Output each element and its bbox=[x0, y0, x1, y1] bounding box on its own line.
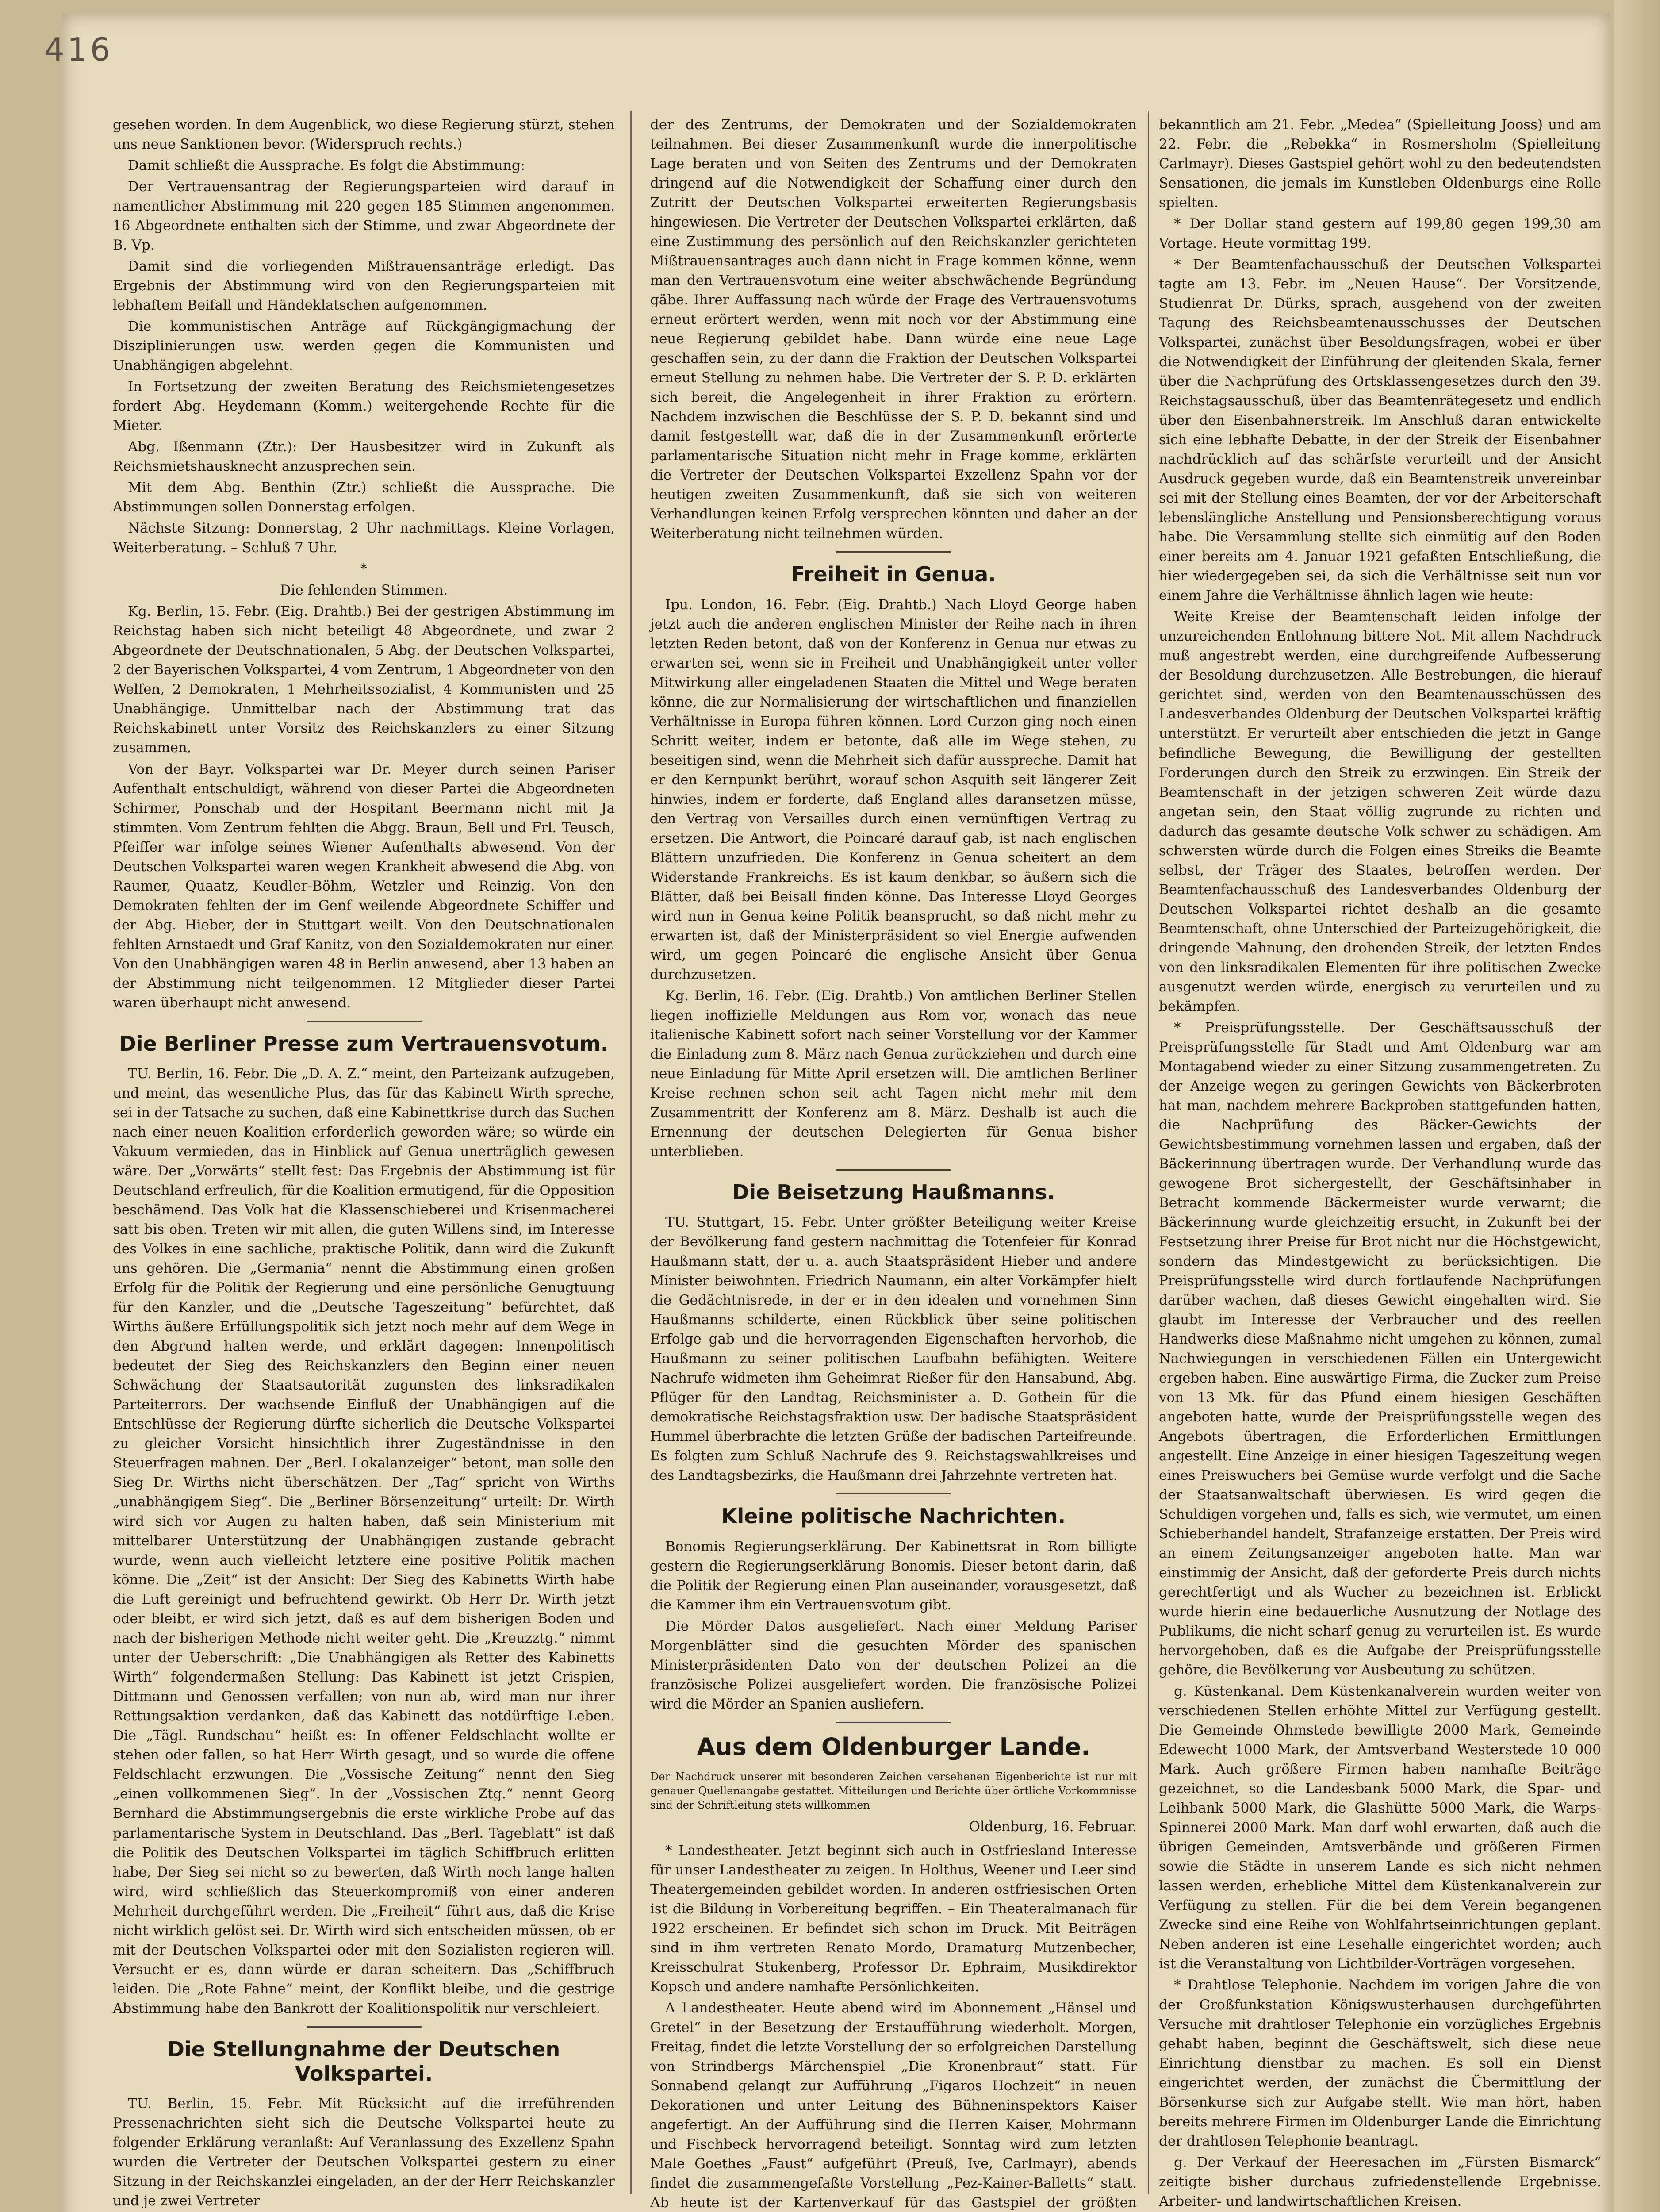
paragraph: Der Vertrauensantrag der Regierungsparteien wird darauf in namentlicher Abstimmung mit 220 gegen 185 Stimmen angenommen. 16 Abgeordnete enthalten sich der Stimme, und zwar Abgeordnete der B. Vp. bbox=[113, 179, 615, 253]
column-rule bbox=[630, 111, 632, 2194]
paragraph: * Drahtlose Telephonie. Nachdem im vorigen Jahre die von der Großfunkstation Königswusterhausen durchgeführten Versuche mit drahtloser Telephonie ein vorzügliches Ergebnis gehabt haben, beginnt die Geschäftswelt, sich diese neue Einrichtung dienstbar zu machen. Es soll ein Dienst eingerichtet werden, der zunächst die Übermittlung der Börsenkurse sich zur Aufgabe stellt. Wie man hört, haben bereits mehrere Firmen im Oldenburger Lande die Einrichtung der drahtlosen Telephonie beantragt. bbox=[1159, 1977, 1601, 2149]
paragraph: * Der Dollar stand gestern auf 199,80 gegen 199,30 am Vortage. Heute vormittag 199. bbox=[1159, 216, 1601, 252]
article-headline: Die Beisetzung Haußmanns. bbox=[732, 1180, 1055, 1204]
paragraph: TU. Berlin, 16. Febr. Die „D. A. Z.“ meint, den Parteizank aufzugeben, und meint, das wesentliche Plus, das für das Kabinett Wirth spreche, sei in der Tatsache zu suchen, daß eine Kabinettkrise durch das Suchen nach einer neuen Koalition erforderlich geworden wäre; so würde ein Vakuum vermieden, das in Hinblick auf Genua unerträglich gewesen wäre. Der „Vorwärts“ stellt fest: Das Ergebnis der Abstimmung ist für Deutschland erfreulich, für die Koalition ermutigend, für die Opposition beschämend. Das Volk hat die Klassenschieberei und Krisenmacherei satt bis oben. Treten wir mit allen, die guten Willens sind, im Interesse des Volkes in eine sachliche, praktische Politik, dann wird die Zukunft uns gehören. Die „Germania“ nennt die Abstimmung einen großen Erfolg für die Politik der Regierung und eine persönliche Genugtuung für den Kanzler, und die „Deutsche Tageszeitung“ befürchtet, daß Wirths äußere Erfüllungspolitik sich jetzt noch mehr auf dem Wege in den Abgrund halten werde, und erklärt dagegen: Innenpolitisch bedeutet der Sieg des Reichskanzlers den Beginn einer neuen Schwächung der Staatsautorität zugunsten des linksradikalen Parteiterrors. Der wachsende Einfluß der Unabhängigen auf die Entschlüsse der Regierung dürfte sicherlich die Deutsche Volkspartei zu gleicher Vorsicht hinsichtlich ihrer Zugeständnisse in den Steuerfragen mahnen. Der „Berl. Lokalanzeiger“ betont, man solle den Sieg Dr. Wirths nicht überschätzen. Der „Tag“ spricht von Wirths „unabhängigem Sieg“. Die „Berliner Börsenzeitung“ urteilt: Dr. Wirth wird sich vor Augen zu halten haben, daß sein Ministerium mit mittelbarer Unterstützung der Unabhängigen zustande gebracht wurde, wenn auch vielleicht letztere eine positive Politik machen könne. Die „Zeit“ ist der Ansicht: Der Sieg des Kabinetts Wirth habe die Luft gereinigt und befruchtend gewirkt. Ob Herr Dr. Wirth jetzt oder bleibt, er wird sich jetzt, daß es auf dem bisherigen Boden und nach der bisherigen Methode nicht weiter geht. Die „Kreuzztg.“ nimmt unter der Ueberschrift: „Die Unabhängigen als Retter des Kabinetts Wirth“ folgendermaßen Stellung: Das Kabinett ist jetzt Crispien, Dittmann und Genossen verfallen; von nun ab, wird man nur ihrer Rettungsaktion verdanken, daß das Kabinett das notdürftige Leben. Die „Tägl. Rundschau“ heißt es: In offener Feldschlacht wollte er stehen oder fallen, so hat Herr Wirth gesagt, und so wurde die offene Feldschlacht erzwungen. Die „Vossische Zeitung“ nennt den Sieg „einen vollkommenen Sieg“. In der „Vossischen Ztg.“ nennt Georg Bernhard die Abstimmungsergebnis die erste wirkliche Probe auf das parlamentarische System in Deutschland. Das „Berl. Tageblatt“ ist daß die Politik des Deutschen Volkspartei im täglich Schiffbruch erlitten habe, Der Sieg sei nicht so zu bewerten, daß Wirth noch lange halten wird, wird schließlich das Steuerkompromiß von einer anderen Mehrheit durchgeführt werden. Die „Freiheit“ führt aus, daß die Krise nicht wirklich gelöst sei. Dr. Wirth wird sich entscheiden müssen, ob er mit der Deutschen Volkspartei oder mit den Sozialisten regieren will. Versucht er es, dann würde er daran scheitern. Das „Schiffbruch leiden. Die „Rote Fahne“ meint, der Konflikt bleibe, und die gestrige Abstimmung habe den Bankrott der Koalitionspolitik nur verschleiert. bbox=[113, 1065, 615, 2016]
article-headline: Kleine politische Nachrichten. bbox=[721, 1504, 1066, 1528]
paragraph: Weite Kreise der Beamtenschaft leiden infolge der unzureichenden Entlohnung bittere Not. Mit allem Nachdruck muß angestrebt werden, eine durchgreifende Aufbesserung der Besoldung durchzusetzen. Alle Bestrebungen, die hierauf gerichtet sind, werden von den Beamtenausschüssen des Landesverbandes Oldenburg der Deutschen Volkspartei kräftig unterstützt. Er verurteilt aber entschieden die jetzt in Gange befindliche Bewegung, die Bewilligung der gestellten Forderungen durch den Streik zu erzwingen. Ein Streik der Beamtenschaft in der jetzigen schweren Zeit würde dazu angetan sein, den Staat völlig zugrunde zu richten und dadurch das gesamte deutsche Volk schwer zu schädigen. Am schwersten würde durch die Folgen eines Streiks die Beamte selbst, der Träger des Staates, betroffen werden. Der Beamtenfachausschuß des Landesverbandes Oldenburg der Deutschen Volkspartei richtet deshalb an die gesamte Beamtenschaft, ohne Unterschied der Parteizugehörigkeit, die dringende Mahnung, den drohenden Streik, der letzten Endes von den linksradikalen Elementen für ihre politischen Zwecke ausgenutzt werden würde, energisch zu verurteilen und zu bekämpfen. bbox=[1159, 609, 1601, 1014]
paragraph: Bonomis Regierungserklärung. Der Kabinettsrat in Rom billigte gestern die Regierungserklärung Bonomis. Dieser betont darin, daß die Politik der Regierung einen Plan auseinander, vorausgesetzt, daß die Kammer ihm ein Vertrauensvotum gibt. bbox=[650, 1538, 1137, 1613]
column-right bbox=[1159, 115, 1601, 2209]
paragraph: In Fortsetzung der zweiten Beratung des Reichsmietengesetzes fordert Abg. Heydemann (Komm.) weitergehende Rechte für die Mieter. bbox=[113, 379, 615, 434]
separator-line bbox=[307, 2026, 422, 2028]
paragraph: Von der Bayr. Volkspartei war Dr. Meyer durch seinen Pariser Aufenthalt entschuldigt, während von dieser Partei die Abgeordneten Schirmer, Ponschab und der Hospitant Beermann nicht mit Ja stimmten. Vom Zentrum fehlten die Abgg. Braun, Bell und Frl. Teusch, Pfeiffer war infolge seines Wiener Aufenthalts abwesend. Von der Deutschen Volkspartei waren wegen Krankheit abwesend die Abg. von Raumer, Quaatz, Keudler-Böhm, Wetzler und Reinzig. Von den Demokraten fehlten der im Genf weilende Abgeordnete Schiffer und der Abg. Hieber, der in Stuttgart weilt. Von den Deutschnationalen fehlten Arnstaedt und Graf Kanitz, von den Sozialdemokraten nur einer. Von den Unabhängigen waren 48 in Berlin anwesend, aber 13 haben an der Abstimmung nicht teilgenommen. 12 Mitglieder dieser Partei waren überhaupt nicht anwesend. bbox=[113, 761, 615, 1011]
reprint-notice: Der Nachdruck unserer mit besonderen Zeichen versehenen Eigenberichte ist nur mit genauer Quellenangabe gestattet. Mitteilungen und Berichte über örtliche Vorkommnisse sind der Schriftleitung stets willkommen bbox=[650, 1770, 1137, 1812]
paragraph: Δ Landestheater. Heute abend wird im Abonnement „Hänsel und Gretel“ in der Besetzung der Erstaufführung wiederholt. Morgen, Freitag, findet die letzte Vorstellung der so erfolgreichen Darstellung von Strindbergs Märchenspiel „Die Kronenbraut“ statt. Für Sonnabend gelangt zur Aufführung „Figaros Hochzeit“ in neuen Dekorationen und unter Leitung des Bühneninspektors Kaiser angefertigt. An der Aufführung sind die Herren Kaiser, Mohrmann und Fischbeck hervorragend beteiligt. Sonntag wird zum letzten Male Goethes „Faust“ aufgeführt (Preuß, Ive, Carlmayr), abends findet die zusammengefaßte Vorstellung „Pez-Kainer-Balletts“ statt. Ab heute ist der Kartenverkauf für das Gastspiel der größten bbox=[650, 2000, 1137, 2211]
page-number: 416 bbox=[44, 31, 113, 68]
scan-edge bbox=[1614, 0, 1660, 2212]
article-headline: Freiheit in Genua. bbox=[791, 562, 996, 587]
article-headline: Die Stellungnahme der Deutschen Volkspartei. bbox=[167, 2037, 560, 2085]
section-subtitle: Die fehlenden Stimmen. bbox=[280, 582, 448, 599]
paragraph: g. Küstenkanal. Dem Küstenkanalverein wurden weiter von verschiedenen Stellen erhöhte Mittel zur Verfügung gestellt. Die Gemeinde Ohmstede bewilligte 2000 Mark, Gemeinde Edewecht 1000 Mark, der Amtsverband Westerstede 10 000 Mark. Auch größere Firmen haben namhafte Beiträge gezeichnet, so die Landesbank 5000 Mark, die Spar- und Leihbank 5000 Mark, die Glashütte 5000 Mark, die Warps-Spinnerei 2000 Mark. Man darf wohl erwarten, daß auch die übrigen Gemeinden, Amtsverbände und größeren Firmen sowie die Städte in unserem Lande es sich nicht nehmen lassen werden, erhebliche Mittel dem Küstenkanalverein zur Verfügung zu stellen. Für die bei dem Verein begangenen Zwecke sind eine Reihe von Wohlfahrtseinrichtungen geplant. Neben anderen ist eine Lesehalle eingerichtet worden; auch ist die Veranstaltung von Lichtbilder-Vorträgen vorgesehen. bbox=[1159, 1683, 1601, 1972]
paragraph: TU. Stuttgart, 15. Febr. Unter größter Beteiligung weiter Kreise der Bevölkerung fand gestern nachmittag die Totenfeier für Konrad Haußmann statt, der u. a. auch Staatspräsident Hieber und andere Minister beiwohnten. Friedrich Naumann, ein alter Vorkämpfer hielt die Gedächtnisrede, in der er in den idealen und vornehmen Sinn Haußmanns schilderte, einen Rückblick über seine politischen Erfolge gab und die hervorragenden Eigenschaften hervorhob, die Haußmann zu seiner politischen Laufbahn befähigten. Weitere Nachrufe widmeten ihm Geheimrat Rießer für den Hansabund, Abg. Pflüger für den Landtag, Reichsminister a. D. Gothein für die demokratische Reichstagsfraktion usw. Der badische Staatspräsident Hummel überbrachte die letzten Grüße der badischen Parteifreunde. Es folgten zum Schluß Nachrufe des 9. Reichstagswahlkreises und des Landtagsbezirks, die Haußmann drei Jahrzehnte vertreten hat. bbox=[650, 1214, 1137, 1484]
paragraph: TU. Berlin, 15. Febr. Mit Rücksicht auf die irreführenden Pressenachrichten sieht sich die Deutsche Volkspartei heute zu folgender Erklärung veranlaßt: Auf Veranlassung des Exzellenz Spahn wurden die Vertreter der Deutschen Volkspartei gestern zu einer Sitzung in der Reichskanzlei eingeladen, an der der Herr Reichskanzler und je zwei Vertreter bbox=[113, 2096, 615, 2209]
paragraph: Abg. Ißenmann (Ztr.): Der Hausbesitzer wird in Zukunft als Reichsmietshausknecht anzusprechen sein. bbox=[113, 439, 615, 475]
paragraph: Nächste Sitzung: Donnerstag, 2 Uhr nachmittags. Kleine Vorlagen, Weiterberatung. – Schluß 7 Uhr. bbox=[113, 520, 615, 556]
paragraph: Ipu. London, 16. Febr. (Eig. Drahtb.) Nach Lloyd George haben jetzt auch die anderen englischen Minister der Reihe nach in ihren letzten Reden betont, daß von der Konferenz in Genua nur etwas zu erwarten sei, wenn sie in Freiheit und Unabhängigkeit unter voller Mitwirkung aller eingeladenen Staaten die Mittel und Wege beraten könne, die zur Normalisierung der wirtschaftlichen und finanziellen Verhältnisse in Europa führen können. Lord Curzon ging noch einen Schritt weiter, indem er betonte, daß alle im Wege stehen, zu beseitigen sind, wenn die Mehrheit sich dafür ausspreche. Damit hat er den Kernpunkt berührt, worauf schon Asquith seit längerer Zeit hinwies, indem er forderte, daß England alles daransetzen müsse, den Vertrag von Versailles durch einen vernünftigen Vertrag zu ersetzen. Die Antwort, die Poincaré darauf gab, ist nach englischen Blättern unzufrieden. Die Konferenz in Genua scheitert an dem Widerstande Frankreichs. Es ist kaum denkbar, so äußern sich die Blätter, daß bei Beisall finden könne. Das Interesse Lloyd Georges wird nun in Genua keine Politik beansprucht, so daß nicht mehr zu erwarten ist, daß der Ministerpräsident so viel Energie aufwenden wird, um gegen Poincaré die englische Ansicht über Genua durchzusetzen. bbox=[650, 596, 1137, 983]
paragraph: gesehen worden. In dem Augenblick, wo diese Regierung stürzt, stehen uns neue Sanktionen bevor. (Widerspruch rechts.) bbox=[113, 117, 615, 153]
paragraph: Damit schließt die Aussprache. Es folgt die Abstimmung: bbox=[128, 157, 525, 174]
paragraph: Mit dem Abg. Benthin (Ztr.) schließt die Aussprache. Die Abstimmungen sollen Donnerstag erfolgen. bbox=[113, 480, 615, 515]
paragraph: * Landestheater. Jetzt beginnt sich auch in Ostfriesland Interesse für unser Landestheater zu zeigen. In Holthus, Weener und Leer sind Theatergemeinden gebildet worden. In anderen ostfriesischen Orten ist die Bildung in Vorbereitung begriffen. – Ein Theateralmanach für 1922 erscheinen. Er befindet sich schon im Druck. Mit Beiträgen sind in ihm vertreten Renato Mordo, Dramaturg Mutzenbecher, Kreisschulrat Stukenberg, Professor Dr. Ephraim, Musikdirektor Kopsch und andere namhafte Persönlichkeiten. bbox=[650, 1842, 1137, 1995]
paragraph: Kg. Berlin, 16. Febr. (Eig. Drahtb.) Von amtlichen Berliner Stellen liegen inoffizielle Meldungen aus Rom vor, wonach das neue italienische Kabinett sofort nach seiner Vorstellung vor der Kammer die Einladung zum 8. März nach Genua zurückziehen und durch eine neue Einladung für Mitte April ersetzen will. Die amtlichen Berliner Kreise rechnen schon seit acht Tagen nicht mehr mit dem Zusammentritt der Konferenz am 8. März. Deshalb ist auch die Ernennung der deutschen Delegierten für Genua bisher unterblieben. bbox=[650, 987, 1137, 1160]
column-left bbox=[113, 115, 615, 2209]
paragraph: g. Der Verkauf der Heeresachen im „Fürsten Bismarck“ zeitigte bisher durchaus zufriedenstellende Ergebnisse. Arbeiter- und landwirtschaftlichen Kreisen. bbox=[1159, 2154, 1601, 2209]
column-middle bbox=[650, 115, 1137, 2211]
article-headline: Die Berliner Presse zum Vertrauensvotum. bbox=[119, 1031, 609, 1056]
separator-line bbox=[836, 551, 951, 553]
dateline: Oldenburg, 16. Februar. bbox=[969, 1818, 1137, 1835]
paragraph: Die Mörder Datos ausgeliefert. Nach einer Meldung Pariser Morgenblätter sind die gesuchten Mörder des spanischen Ministerpräsidenten Dato von der deutschen Polizei an die französische Polizei ausgeliefert worden. Die französische Polizei wird die Mörder an Spanien ausliefern. bbox=[650, 1618, 1137, 1712]
separator-line bbox=[836, 1169, 951, 1171]
paragraph: Damit sind die vorliegenden Mißtrauensanträge erledigt. Das Ergebnis der Abstimmung wird von den Regierungsparteien mit lebhaftem Beifall und Händeklatschen aufgenommen. bbox=[113, 258, 615, 314]
separator-line bbox=[836, 1722, 951, 1723]
separator-line bbox=[307, 1021, 422, 1022]
paragraph: * Preisprüfungsstelle. Der Geschäftsausschuß der Preisprüfungsstelle für Stadt und Amt Oldenburg war am Montagabend wieder zu einer Sitzung zusammengetreten. Zu der Anzeige wegen zu geringen Gewichts von Bäckerbroten hat man, nachdem mehrere Backproben stattgefunden hatten, die Nachprüfung des Bäcker-Gewichts der Gewichtsbestimmung vornehmen lassen und ergaben, daß der Bäckerinnung übertragen wurde. Der Verhandlung wurde das gewogene Brot sichergestellt, der Geschäftsinhaber in Betracht kommende Bäckermeister wurde verwarnt; die Bäckerinnung wurde gleichzeitig ersucht, in Zukunft bei der Festsetzung ihrer Preise für Brot nicht nur die Höchstgewicht, sondern das Mindestgewicht zu berücksichtigen. Die Preisprüfungsstelle wird durch fortlaufende Nachprüfungen darüber wachen, daß dieses Gewicht eingehalten wird. Sie glaubt im Interesse der Verbraucher und des reellen Handwerks diese Maßnahme nicht umgehen zu können, zumal Nachwiegungen in verschiedenen Fällen ein Untergewicht ergeben haben. Eine auswärtige Firma, die Zucker zum Preise von 13 Mk. für das Pfund einem hiesigen Geschäften angeboten hatte, wurde der Preisprüfungsstelle wegen des Angebots übertragen, die Erforderlichen Ermittlungen angestellt. Eine Anzeige in einer hiesigen Tageszeitung wegen eines Preiswuchers bei Gemüse wurde verfolgt und die Sache der Staatsanwaltschaft überwiesen. Es wird gegen die Schuldigen vorgehen und, falls es sich, wie vermutet, um einen Schieberhandel handelt, Strafanzeige erstatten. Der Preis wird an einem Zeitungsanzeiger angeboten hatte. Man war einstimmig der Ansicht, daß der geforderte Preis durch nichts gerechtfertigt und als Wucher zu bezeichnen ist. Erblickt wurde hierin eine bedauerliche Ausnutzung der Notlage des Publikums, die nicht scharf genug zu verurteilen ist. Es wurde hervorgehoben, daß es die Aufgabe der Preisprüfungsstelle gehöre, die Bevölkerung vor Ausbeutung zu schützen. bbox=[1159, 1019, 1601, 1678]
separator-line bbox=[836, 1493, 951, 1494]
separator-star: * bbox=[360, 561, 368, 577]
paragraph: der des Zentrums, der Demokraten und der Sozialdemokraten teilnahmen. Bei dieser Zusammenkunft wurde die innerpolitische Lage beraten und von Seiten des Zentrums und der Demokraten dringend auf die Notwendigkeit der Schaffung einer durch den Zutritt der Deutschen Volkspartei erweiterten Regierungsbasis hingewiesen. Die Vertreter der Deutschen Volkspartei erklärten, daß eine Zustimmung des persönlich auf den Reichskanzler gerichteten Mißtrauensantrages auch dann nicht in Frage kommen könne, wenn man den Vertrauensvotum eine weiter abschwächende Begründung gäbe. Ihrer Auffassung nach würde der Frage des Vertrauensvotums erneut erörtert werden, wenn mit noch vor der Abstimmung eine neue Regierung gebildet habe. Dann würde eine neue Lage geschaffen sein, zu der dann die Fraktion der Deutschen Volkspartei erneut Stellung zu nehmen habe. Die Vertreter der S. P. D. erklärten sich bereit, die Angelegenheit in ihrer Fraktion zu erörtern. Nachdem inzwischen die Beschlüsse der S. P. D. bekannt sind und damit festgestellt war, daß die in der Zusammenkunft erörterte parlamentarische Situation nicht mehr in Frage komme, erklärten die Vertreter der Deutschen Volkspartei Exzellenz Spahn vor der heutigen zweiten Zusammenkunft, daß sie sich von weiteren Verhandlungen keinen Erfolg versprechen könnten und daher an der Weiterberatung nicht teilnehmen würden. bbox=[650, 117, 1137, 542]
section-headline: Aus dem Oldenburger Lande. bbox=[697, 1732, 1090, 1761]
paragraph: Kg. Berlin, 15. Febr. (Eig. Drahtb.) Bei der gestrigen Abstimmung im Reichstag haben sich nicht beteiligt 48 Abgeordnete, und zwar 2 Abgeordnete der Deutschnationalen, 5 Abg. der Deutschen Volkspartei, 2 der Bayerischen Volkspartei, 4 vom Zentrum, 1 Abgeordneter von den Welfen, 2 Demokraten, 1 Mehrheitssozialist, 4 Kommunisten und 25 Unabhängige. Unmittelbar nach der Abstimmung trat das Reichskabinett unter Vorsitz des Reichskanzlers zu einer Sitzung zusammen. bbox=[113, 603, 615, 756]
paragraph: * Der Beamtenfachausschuß der Deutschen Volkspartei tagte am 13. Febr. im „Neuen Hause“. Der Vorsitzende, Studienrat Dr. Dürks, sprach, ausgehend von der zweiten Tagung des Reichsbeamtenausschusses der Deutschen Volkspartei, zunächst über Besoldungsfragen, wobei er über die Notwendigkeit der Einführung der gleitenden Skala, ferner über die Nachprüfung des Ortsklassengesetzes durch den 39. Reichstagsausschuß, über das Beamtenrätegesetz und endlich über den Eisenbahnerstreik. Im Anschluß daran entwickelte sich eine lebhafte Debatte, in der der Streik der Eisenbahner nachdrücklich auf das schärfste verurteilt und der Ansicht Ausdruck gegeben wurde, daß ein Beamtenstreik unvereinbar sei mit der Stellung eines Beamten, der vor der Arbeiterschaft lebenslängliche Anstellung und Pensionsberechtigung voraus habe. Die Versammlung stellte sich einmütig auf den Boden einer bereits am 4. Januar 1921 gefaßten Entschließung, die hier wiedergegeben sei, da sich die Verhältnisse seit nun vor einem Jahre die Verhältnisse ähnlich lagen wie heute: bbox=[1159, 257, 1601, 604]
column-rule bbox=[1148, 111, 1149, 2194]
paragraph: bekanntlich am 21. Febr. „Medea“ (Spielleitung Jooss) und am 22. Febr. die „Rebekka“ in Rosmersholm (Spielleitung Carlmayr). Dieses Gastspiel gehört wohl zu den bedeutendsten Sensationen, die jemals im Kunstleben Oldenburgs eine Rolle spielten. bbox=[1159, 117, 1601, 211]
paragraph: Die kommunistischen Anträge auf Rückgängigmachung der Disziplinierungen usw. werden gegen die Kommunisten und Unabhängigen abgelehnt. bbox=[113, 319, 615, 374]
